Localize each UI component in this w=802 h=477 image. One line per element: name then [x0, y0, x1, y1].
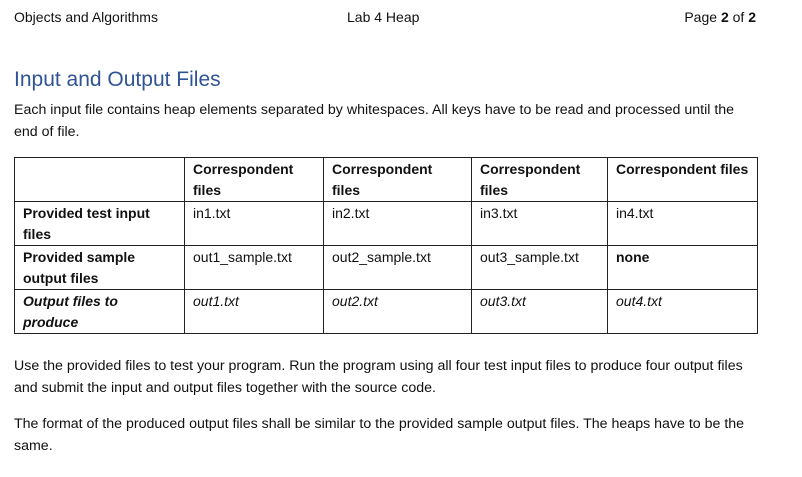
table-cell: out1.txt	[185, 290, 324, 334]
table-header-row	[15, 158, 758, 202]
column-header: Correspondent files	[608, 158, 758, 202]
document-title: Lab 4 Heap	[347, 9, 420, 25]
page-total: 2	[748, 9, 756, 25]
page-prefix: Page	[684, 9, 721, 25]
row-label: Provided test input files	[15, 202, 185, 246]
corner-cell	[15, 158, 185, 202]
page-current: 2	[720, 9, 729, 25]
table-cell: out2.txt	[324, 290, 472, 334]
instructions-paragraph: Use the provided files to test your program. Run the program using all four test input files to produce four output files and submit the input and output files together with the source code.	[14, 358, 743, 396]
table-cell: out3.txt	[472, 290, 608, 334]
table-row	[15, 246, 758, 290]
column-header: Correspondent files	[472, 158, 608, 202]
row-label: Output files to produce	[15, 290, 185, 334]
page-middle: of	[728, 9, 749, 25]
table-row	[15, 202, 758, 246]
table-cell: out4.txt	[608, 290, 758, 334]
table-cell: out1_sample.txt	[185, 246, 324, 290]
format-paragraph: The format of the produced output files shall be similar to the provided sample output files. The heaps have to be the same.	[14, 416, 745, 454]
row-label: Provided sample output files	[15, 246, 185, 290]
table-row	[15, 290, 758, 334]
table-cell: in4.txt	[608, 202, 758, 246]
course-name: Objects and Algorithms	[14, 9, 158, 25]
table-cell: out3_sample.txt	[472, 246, 608, 290]
column-header: Correspondent files	[185, 158, 324, 202]
table-cell: in1.txt	[185, 202, 324, 246]
table-cell: in2.txt	[324, 202, 472, 246]
table-cell: none	[608, 246, 758, 290]
table-cell: out2_sample.txt	[324, 246, 472, 290]
page-number	[684, 9, 756, 25]
section-title: Input and Output Files	[14, 68, 221, 91]
column-header: Correspondent files	[324, 158, 472, 202]
intro-paragraph: Each input file contains heap elements separated by whitespaces. All keys have to be read and processed until the end of file.	[14, 102, 735, 140]
table-cell: in3.txt	[472, 202, 608, 246]
page-header	[14, 9, 756, 29]
files-table	[14, 157, 758, 334]
